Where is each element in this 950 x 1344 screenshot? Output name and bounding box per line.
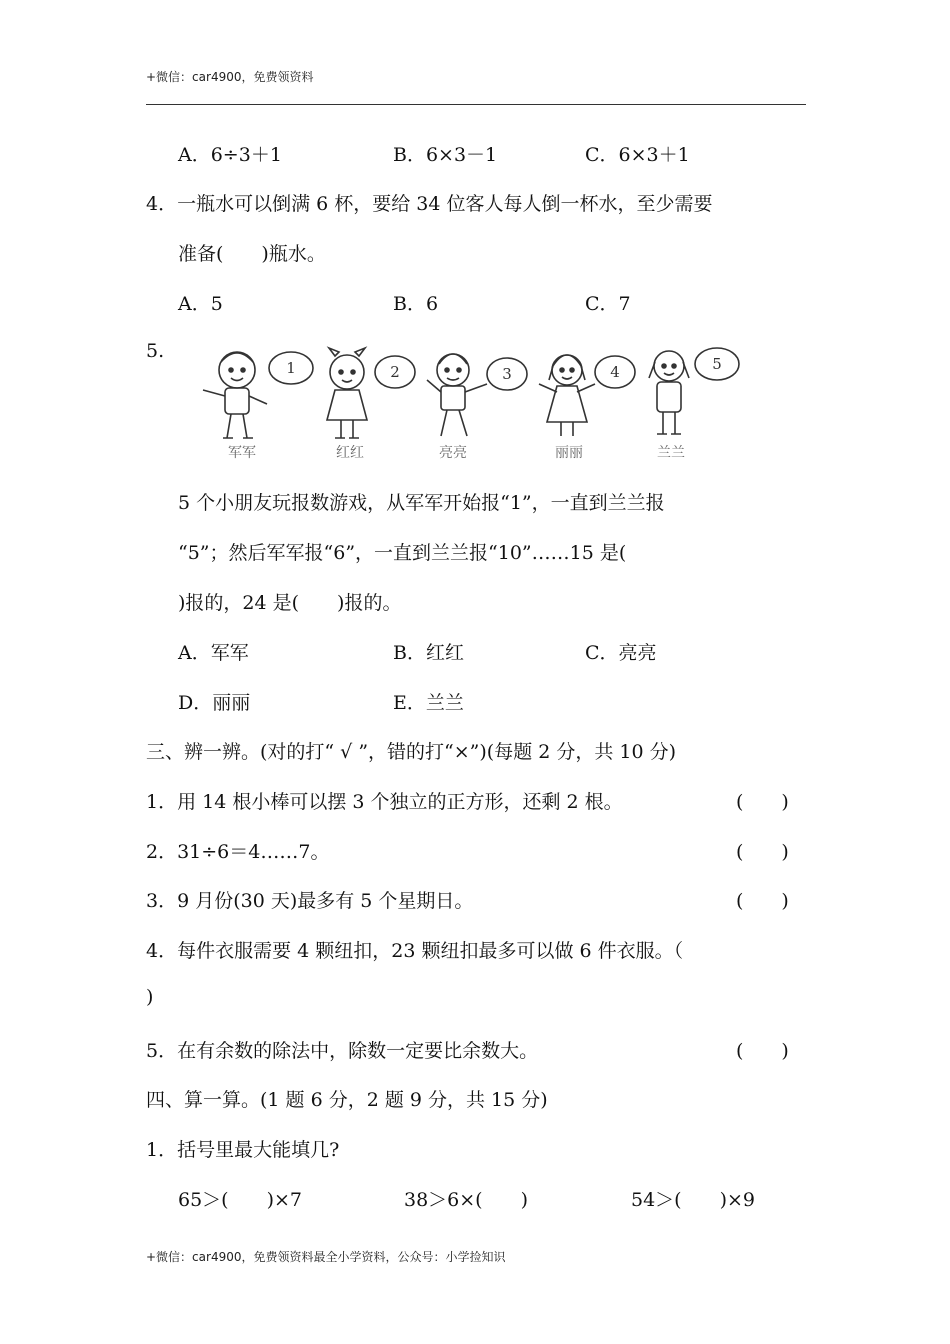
q5-number: 5. xyxy=(146,340,165,362)
bubble-4-text: 4 xyxy=(610,363,620,381)
q4-option-a: A．5 xyxy=(178,293,223,315)
kid-4-figure xyxy=(539,355,595,436)
q5-option-d: D．丽丽 xyxy=(178,692,251,714)
judge-item-1-text: 1．用 14 根小棒可以摆 3 个独立的正方形，还剩 2 根。 xyxy=(146,791,623,813)
section3-title: 三、辨一辨。(对的打“ √ ”，错的打“×”)(每题 2 分，共 10 分) xyxy=(146,741,677,763)
kid-5-figure xyxy=(649,351,689,434)
judge-item-2-text: 2．31÷6＝4……7。 xyxy=(146,841,330,863)
q4-option-b: B．6 xyxy=(393,293,439,315)
q3-option-b: B．6×3－1 xyxy=(393,144,498,166)
bubble-3-text: 3 xyxy=(502,365,512,383)
q3-option-c: C．6×3＋1 xyxy=(585,144,690,166)
judge-item-3-answer[interactable]: ( ) xyxy=(736,890,789,912)
judge-item-3-text: 3．9 月份(30 天)最多有 5 个星期日。 xyxy=(146,890,474,912)
footer-note: +微信：car4900，免费领资料最全小学资料，公众号：小学捡知识 xyxy=(146,1250,506,1264)
judge-item-2-answer[interactable]: ( ) xyxy=(736,841,789,863)
judge-item-4-answer[interactable]: ) xyxy=(146,986,154,1008)
judge-item-1-answer[interactable]: ( ) xyxy=(736,791,789,813)
q4-line2: 准备( )瓶水。 xyxy=(178,243,326,265)
kid-5-label: 兰兰 xyxy=(657,445,685,461)
judge-item-5-text: 5．在有余数的除法中，除数一定要比余数大。 xyxy=(146,1040,539,1062)
kid-4-label: 丽丽 xyxy=(555,445,583,461)
q4-option-c: C．7 xyxy=(585,293,631,315)
bubble-1-text: 1 xyxy=(286,359,296,377)
q5-line1: 5 个小朋友玩报数游戏，从军军开始报“1”，一直到兰兰报 xyxy=(178,492,665,514)
section4-q1: 1．括号里最大能填几? xyxy=(146,1139,340,1161)
section4-title: 四、算一算。(1 题 6 分，2 题 9 分，共 15 分) xyxy=(146,1089,548,1111)
kid-2-figure xyxy=(327,348,367,438)
expr-1[interactable]: 65＞( )×7 xyxy=(178,1189,303,1211)
kid-1-label: 军军 xyxy=(228,445,256,461)
q3-option-a: A．6÷3＋1 xyxy=(178,144,282,166)
q5-option-e: E．兰兰 xyxy=(393,692,464,714)
q5-line2: “5”；然后军军报“6”，一直到兰兰报“10”……15 是( xyxy=(178,542,627,564)
kid-1-figure xyxy=(203,352,267,438)
bubble-5-text: 5 xyxy=(712,355,722,373)
q5-line3: )报的，24 是( )报的。 xyxy=(178,592,402,614)
q5-option-a: A．军军 xyxy=(178,642,249,664)
expr-2[interactable]: 38＞6×( ) xyxy=(404,1189,529,1211)
kid-3-figure xyxy=(427,354,487,436)
kid-3-label: 亮亮 xyxy=(439,445,467,461)
judge-item-5-answer[interactable]: ( ) xyxy=(736,1040,789,1062)
header-note: +微信：car4900，免费领资料 xyxy=(146,70,314,84)
judge-item-4-text: 4．每件衣服需要 4 颗纽扣，23 颗纽扣最多可以做 6 件衣服。（ xyxy=(146,940,684,962)
kid-2-label: 红红 xyxy=(336,445,364,461)
header-rule xyxy=(146,104,806,105)
q4-line1: 4．一瓶水可以倒满 6 杯，要给 34 位客人每人倒一杯水，至少需要 xyxy=(146,193,713,215)
kids-illustration xyxy=(195,340,755,465)
q5-option-c: C．亮亮 xyxy=(585,642,657,664)
expr-3[interactable]: 54＞( )×9 xyxy=(631,1189,756,1211)
bubble-2-text: 2 xyxy=(390,363,400,381)
q5-option-b: B．红红 xyxy=(393,642,464,664)
